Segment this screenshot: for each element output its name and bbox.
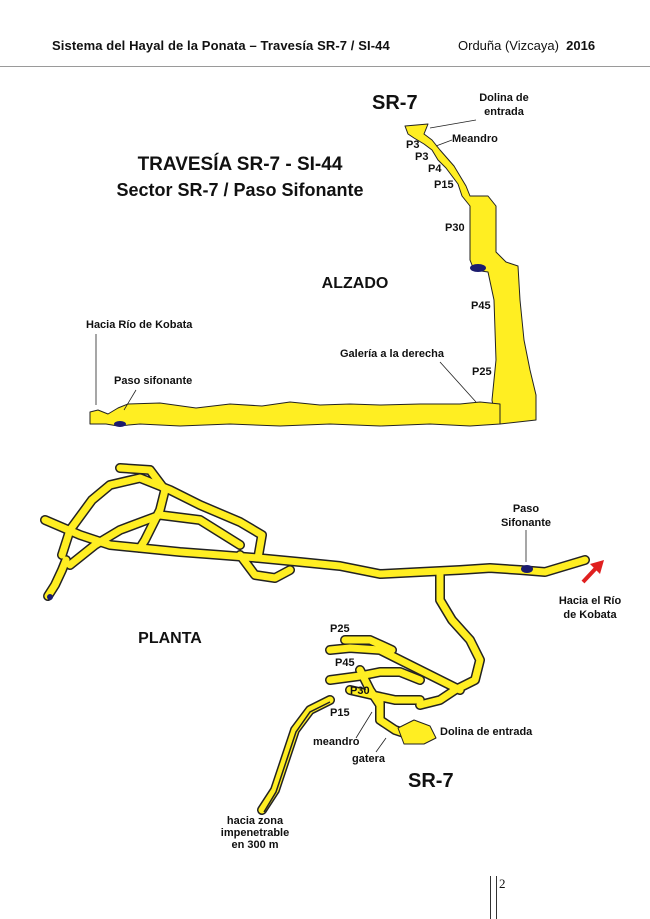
label-gatera: gatera: [352, 753, 386, 765]
pointer-dolina: [430, 120, 476, 128]
label-meandro: Meandro: [452, 133, 498, 145]
header-title-part1: Sistema del Hayal de la Ponata –: [52, 38, 261, 53]
elevation-sump-paso: [114, 421, 126, 427]
elevation-sump-p30: [470, 264, 486, 272]
label-plan-p25: P25: [330, 623, 350, 635]
label-p25: P25: [472, 366, 492, 378]
label-plan-p30: P30: [350, 685, 370, 697]
plan-meandro-centerline: [264, 702, 330, 812]
elevation-title-line2: Sector SR-7 / Paso Sifonante: [116, 180, 364, 200]
label-plan-p15: P15: [330, 707, 350, 719]
plan-entrance-name: SR-7: [408, 770, 454, 792]
plan-sump-west: [47, 594, 53, 600]
label-hacia-zona: hacia zona: [226, 815, 284, 827]
plan-sump-paso: [521, 565, 533, 573]
label-galeria: Galería a la derecha: [340, 348, 444, 360]
pointer-meandro-plan: [356, 712, 372, 738]
label-impenetrable: impenetrable: [220, 827, 290, 839]
elevation-entrance-name: SR-7: [372, 92, 418, 114]
label-de-kobata: de Kobata: [563, 609, 617, 621]
plan-section: [45, 468, 621, 851]
label-p4: P4: [428, 163, 442, 175]
label-plan-p45: P45: [335, 657, 355, 669]
plan-section-label: PLANTA: [138, 630, 202, 647]
label-p3a: P3: [406, 139, 420, 151]
label-paso-sifonante: Paso sifonante: [114, 375, 193, 387]
label-dolina-line2: entrada: [484, 106, 524, 118]
label-hacia-rio: Hacia Río de Kobata: [86, 319, 193, 331]
label-p30: P30: [445, 222, 465, 234]
elevation-shaft: [405, 124, 536, 424]
page-number: 2: [499, 876, 506, 891]
page-number-bar: [490, 876, 497, 919]
label-paso: Paso: [512, 503, 540, 515]
label-en-300m: en 300 m: [231, 839, 279, 851]
elevation-section-label: ALZADO: [321, 275, 389, 292]
pointer-gatera: [376, 738, 386, 752]
label-dolina-entrada: Dolina de entrada: [440, 726, 533, 738]
header-title-part2: Travesía SR-7 / SI-44: [260, 38, 390, 53]
elevation-title-line1: TRAVESÍA SR-7 - SI-44: [137, 154, 343, 175]
elevation-gallery: [90, 402, 500, 426]
pointer-meandro: [436, 140, 452, 146]
header-year: 2016: [566, 38, 596, 53]
pointer-galeria: [440, 362, 476, 402]
plan-dolina-entrada: [398, 720, 436, 744]
label-p45: P45: [471, 300, 491, 312]
label-sifonante: Sifonante: [500, 517, 552, 529]
header-location-text: Orduña (Vizcaya): [458, 38, 559, 53]
label-p3b: P3: [415, 151, 429, 163]
label-dolina-line1: Dolina de: [479, 92, 529, 104]
elevation-section: [86, 92, 536, 427]
label-plan-meandro: meandro: [313, 736, 360, 748]
label-p15: P15: [434, 179, 454, 191]
label-hacia-el-rio: Hacia el Río: [558, 595, 622, 607]
